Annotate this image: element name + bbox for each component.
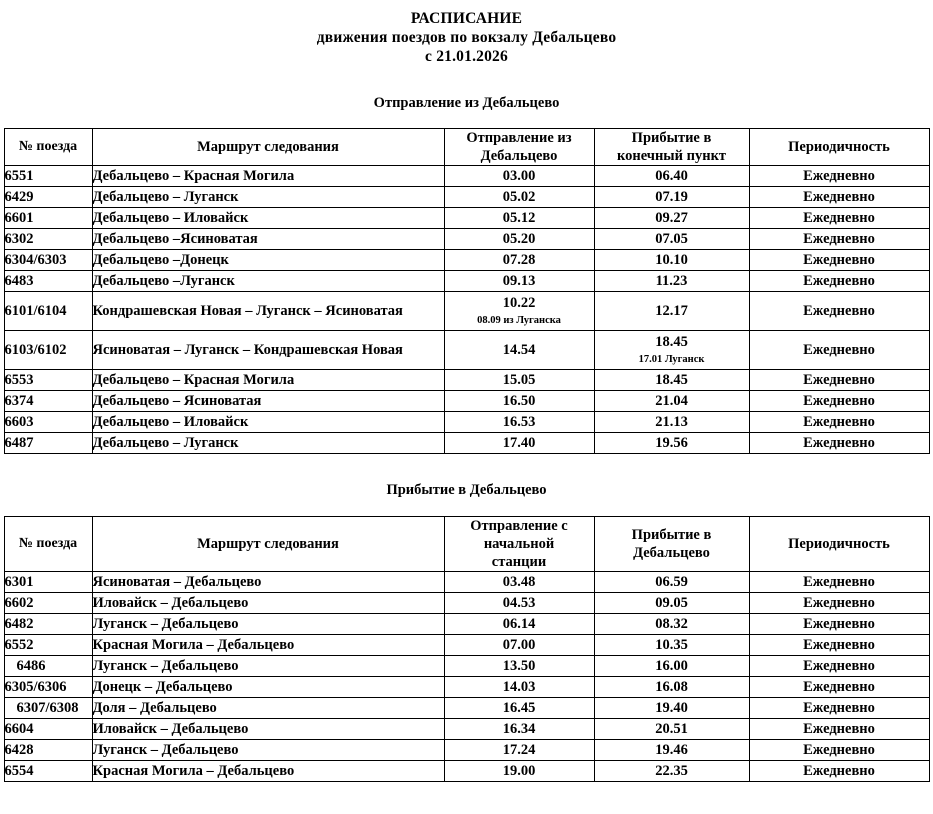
col-header-arrival-line1: Прибытие в [631,527,712,543]
cell-train-number: 6486 [4,656,92,677]
cell-train-number: 6554 [4,761,92,782]
cell-frequency: Ежедневно [749,250,929,271]
col-header-route: Маршрут следования [92,129,444,166]
col-header-origin-line2: начальной [483,536,555,552]
cell-route: Дебальцево – Луганск [92,433,444,454]
cell-frequency: Ежедневно [749,331,929,370]
cell-arrival-time: 19.56 [594,433,749,454]
document-title-block [0,0,933,66]
cell-train-number: 6551 [4,166,92,187]
cell-departure-time: 07.28 [444,250,594,271]
arrivals-header-row [4,517,929,572]
cell-frequency: Ежедневно [749,719,929,740]
table-row [4,635,929,656]
cell-departure-time: 05.02 [444,187,594,208]
cell-frequency: Ежедневно [749,187,929,208]
cell-arrival-time: 21.13 [594,412,749,433]
cell-arrival-time: 10.10 [594,250,749,271]
cell-frequency: Ежедневно [749,208,929,229]
table-row [4,740,929,761]
cell-frequency: Ежедневно [749,271,929,292]
cell-departure-time: 07.00 [444,635,594,656]
cell-route: Дебальцево – Иловайск [92,208,444,229]
cell-departure-time: 16.53 [444,412,594,433]
cell-route: Дебальцево –Ясиноватая [92,229,444,250]
time-subnote: 17.01 Луганск [638,354,705,365]
cell-route: Кондрашевская Новая – Луганск – Ясиноватая [92,292,444,331]
arrivals-section-caption: Прибытие в Дебальцево [386,482,547,498]
cell-route: Луганск – Дебальцево [92,656,444,677]
table-row [4,187,929,208]
cell-arrival-time: 16.00 [594,656,749,677]
table-row [4,761,929,782]
cell-frequency: Ежедневно [749,412,929,433]
table-row [4,271,929,292]
table-row [4,614,929,635]
cell-route: Красная Могила – Дебальцево [92,635,444,656]
cell-arrival-time: 08.32 [594,614,749,635]
cell-train-number: 6305/6306 [4,677,92,698]
col-header-train-number: № поезда [4,129,92,166]
cell-frequency: Ежедневно [749,698,929,719]
cell-frequency: Ежедневно [749,761,929,782]
cell-departure-time: 19.00 [444,761,594,782]
cell-arrival-time: 18.45 [594,370,749,391]
cell-frequency: Ежедневно [749,614,929,635]
cell-train-number: 6604 [4,719,92,740]
cell-train-number: 6429 [4,187,92,208]
cell-train-number: 6302 [4,229,92,250]
cell-route: Дебальцево – Луганск [92,187,444,208]
cell-route: Дебальцево – Ясиноватая [92,391,444,412]
document-title-main: РАСПИСАНИЕ [410,10,523,27]
col-header-arrival-time [594,517,749,572]
cell-frequency: Ежедневно [749,740,929,761]
cell-frequency: Ежедневно [749,433,929,454]
cell-frequency: Ежедневно [749,292,929,331]
cell-train-number: 6101/6104 [4,292,92,331]
col-header-departure-line1: Отправление из [466,130,572,146]
departures-table-head [4,129,929,166]
table-row [4,292,929,331]
col-header-departure-line2: Дебальцево [480,148,558,164]
cell-frequency: Ежедневно [749,229,929,250]
table-row [4,250,929,271]
departures-header-row [4,129,929,166]
cell-train-number: 6374 [4,391,92,412]
cell-frequency: Ежедневно [749,572,929,593]
cell-route: Дебальцево – Красная Могила [92,370,444,391]
departures-table [4,128,930,454]
col-header-origin-line3: станции [491,554,547,570]
cell-departure-time: 03.00 [444,166,594,187]
table-row [4,391,929,412]
cell-arrival-time: 18.45 17.01 Луганск [594,331,749,370]
cell-departure-time: 17.24 [444,740,594,761]
cell-departure-time: 16.50 [444,391,594,412]
cell-departure-time: 03.48 [444,572,594,593]
col-header-arrival-line2: конечный пункт [616,148,727,164]
cell-arrival-time: 20.51 [594,719,749,740]
col-header-origin-departure-time [444,517,594,572]
cell-train-number: 6603 [4,412,92,433]
cell-train-number: 6103/6102 [4,331,92,370]
table-row [4,433,929,454]
cell-route: Дебальцево – Красная Могила [92,166,444,187]
cell-departure-time: 09.13 [444,271,594,292]
cell-frequency: Ежедневно [749,635,929,656]
cell-train-number: 6601 [4,208,92,229]
table-row [4,719,929,740]
cell-departure-time: 14.03 [444,677,594,698]
table-row [4,229,929,250]
cell-train-number: 6482 [4,614,92,635]
cell-train-number: 6483 [4,271,92,292]
cell-arrival-time: 16.08 [594,677,749,698]
cell-route: Дебальцево –Луганск [92,271,444,292]
cell-arrival-time: 19.40 [594,698,749,719]
departures-table-body [4,166,929,454]
document-effective-date: с 21.01.2026 [425,48,508,65]
cell-departure-time: 14.54 [444,331,594,370]
arrivals-table-body [4,572,929,782]
cell-arrival-time: 09.27 [594,208,749,229]
col-header-arrival-line2: Дебальцево [633,545,710,561]
col-header-frequency: Периодичность [749,129,929,166]
cell-route: Дебальцево – Иловайск [92,412,444,433]
cell-arrival-time: 22.35 [594,761,749,782]
cell-departure-time: 16.34 [444,719,594,740]
cell-departure-time: 10.22 08.09 из Луганска [444,292,594,331]
cell-arrival-time: 10.35 [594,635,749,656]
cell-train-number: 6304/6303 [4,250,92,271]
col-header-departure-time [444,129,594,166]
table-row [4,331,929,370]
table-row [4,593,929,614]
cell-arrival-time: 07.05 [594,229,749,250]
cell-arrival-time: 19.46 [594,740,749,761]
cell-frequency: Ежедневно [749,370,929,391]
cell-arrival-time: 06.59 [594,572,749,593]
cell-arrival-time: 09.05 [594,593,749,614]
cell-route: Дебальцево –Донецк [92,250,444,271]
cell-arrival-time: 11.23 [594,271,749,292]
cell-train-number: 6428 [4,740,92,761]
table-row [4,572,929,593]
cell-route: Луганск – Дебальцево [92,614,444,635]
cell-route: Иловайск – Дебальцево [92,719,444,740]
cell-frequency: Ежедневно [749,656,929,677]
cell-route: Красная Могила – Дебальцево [92,761,444,782]
departures-section-caption: Отправление из Дебальцево [373,95,560,111]
table-row [4,166,929,187]
table-row [4,698,929,719]
cell-departure-time: 06.14 [444,614,594,635]
cell-departure-time: 17.40 [444,433,594,454]
cell-train-number: 6301 [4,572,92,593]
cell-arrival-time: 06.40 [594,166,749,187]
cell-route: Луганск – Дебальцево [92,740,444,761]
cell-route: Донецк – Дебальцево [92,677,444,698]
cell-frequency: Ежедневно [749,593,929,614]
arrivals-table [4,516,930,782]
table-row [4,370,929,391]
table-row [4,412,929,433]
cell-arrival-time: 21.04 [594,391,749,412]
cell-frequency: Ежедневно [749,677,929,698]
cell-route: Иловайск – Дебальцево [92,593,444,614]
document-title-subtitle: движения поездов по вокзалу Дебальцево [316,29,617,46]
cell-arrival-time: 07.19 [594,187,749,208]
cell-route: Ясиноватая – Луганск – Кондрашевская Новая [92,331,444,370]
cell-departure-time: 13.50 [444,656,594,677]
col-header-arrival-line1: Прибытие в [631,130,712,146]
cell-departure-time: 04.53 [444,593,594,614]
cell-arrival-time: 12.17 [594,292,749,331]
cell-route: Доля – Дебальцево [92,698,444,719]
time-subnote: 08.09 из Луганска [477,315,561,326]
cell-departure-time: 05.20 [444,229,594,250]
cell-train-number: 6553 [4,370,92,391]
cell-train-number: 6552 [4,635,92,656]
cell-departure-time: 15.05 [444,370,594,391]
cell-frequency: Ежедневно [749,391,929,412]
col-header-frequency: Периодичность [749,517,929,572]
table-row [4,656,929,677]
cell-train-number: 6487 [4,433,92,454]
cell-frequency: Ежедневно [749,166,929,187]
cell-train-number: 6307/6308 [4,698,92,719]
table-row [4,677,929,698]
col-header-arrival-time [594,129,749,166]
cell-departure-time: 05.12 [444,208,594,229]
cell-departure-time: 16.45 [444,698,594,719]
arrivals-table-head [4,517,929,572]
col-header-route: Маршрут следования [92,517,444,572]
cell-train-number: 6602 [4,593,92,614]
col-header-origin-line1: Отправление с [470,518,568,534]
cell-route: Ясиноватая – Дебальцево [92,572,444,593]
table-row [4,208,929,229]
col-header-train-number: № поезда [4,517,92,572]
